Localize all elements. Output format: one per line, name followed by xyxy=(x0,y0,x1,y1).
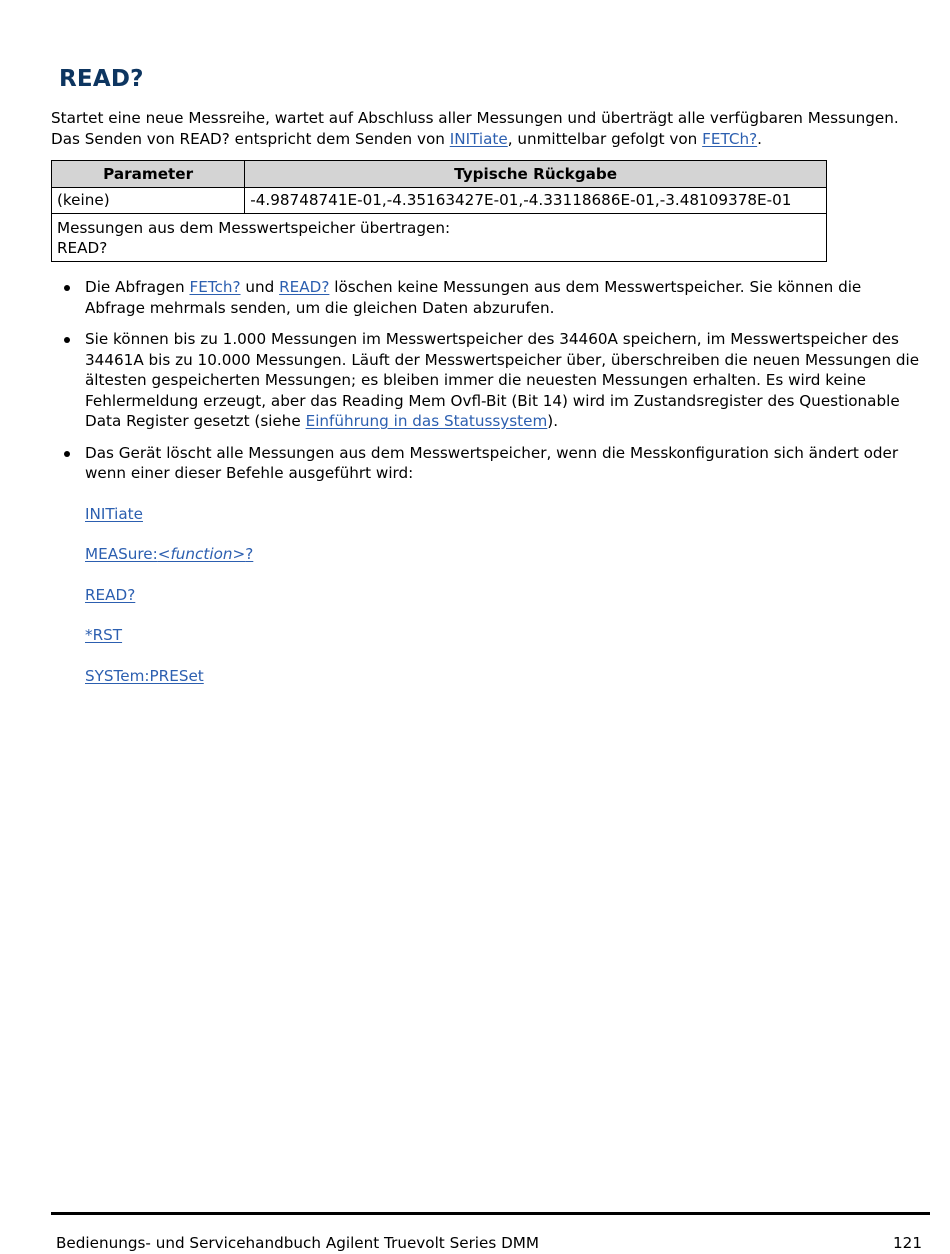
table-cell-parameter: (keine) xyxy=(52,188,245,214)
notes-list xyxy=(51,277,921,706)
command-item xyxy=(85,504,921,525)
column-header-return: Typische Rückgabe xyxy=(245,161,827,188)
command-link-read[interactable]: READ? xyxy=(85,585,136,604)
read-query-link[interactable]: READ? xyxy=(279,278,330,296)
column-header-parameter: Parameter xyxy=(52,161,245,188)
command-item xyxy=(85,666,921,687)
bullet-icon xyxy=(64,451,70,457)
command-list xyxy=(85,504,921,687)
table-row xyxy=(52,188,827,214)
command-item xyxy=(85,625,921,646)
table-cell-return: -4.98748741E-01,-4.35163427E-01,-4.33118686E-01,-3.48109378E-01 xyxy=(245,188,827,214)
fetch-link[interactable]: FETCh? xyxy=(702,129,758,148)
list-item xyxy=(51,277,921,318)
command-measure-prefix: MEASure: xyxy=(85,545,158,563)
initiate-link[interactable]: INITiate xyxy=(449,129,508,148)
intro-text: Startet eine neue Messreihe, wartet auf Abschluss aller Messungen und überträgt alle verfügbaren Messungen. Das Senden von READ? entspricht dem Senden von xyxy=(51,109,899,148)
bullet-text: Die Abfragen xyxy=(85,278,190,296)
bullet-text: löschen keine Messungen aus dem Messwertspeicher. Sie können die Abfrage mehrmals senden, um die gleichen Daten abzurufen. xyxy=(85,278,862,317)
table-note-line: Messungen aus dem Messwertspeicher übertragen: xyxy=(57,219,451,237)
bullet-text: Das Gerät löscht alle Messungen aus dem Messwertspeicher, wenn die Messkonfiguration sich ändert oder wenn einer dieser Befehle ausgeführt wird: xyxy=(85,443,899,482)
table-note-cell xyxy=(52,214,827,262)
status-system-link[interactable]: Einführung in das Statussystem xyxy=(305,412,548,430)
intro-text: , unmittelbar gefolgt von xyxy=(507,129,703,148)
footer-title: Bedienungs- und Servicehandbuch Agilent Truevolt Series DMM xyxy=(56,1234,540,1252)
bullet-text: und xyxy=(240,278,280,296)
list-item xyxy=(51,443,921,687)
command-item xyxy=(85,544,921,565)
intro-paragraph xyxy=(51,108,926,149)
bullet-text: Sie können bis zu 1.000 Messungen im Messwertspeicher des 34460A speichern, im Messwertspeicher des 34461A bis zu 10.000 Messungen. Läuft der Messwertspeicher über, überschreiben die neuen Messungen die ältesten gespeicherten Messungen; es bleiben immer die neuesten Messungen erhalten. Es wird keine Fehlermeldung erzeugt, aber das Reading Mem Ovfl-Bit (Bit 14) wird im Zustandsregister des Questionable Data Register gesetzt (siehe xyxy=(85,330,920,430)
bullet-icon xyxy=(64,285,70,291)
page-number: 121 xyxy=(893,1234,922,1252)
table-note-code: READ? xyxy=(57,239,108,257)
bullet-text: ). xyxy=(547,412,559,430)
fetch-query-link[interactable]: FETch? xyxy=(189,278,241,296)
command-link-initiate[interactable]: INITiate xyxy=(85,504,143,523)
parameter-table xyxy=(51,160,827,262)
command-link-system-preset[interactable]: SYSTem:PRESet xyxy=(85,666,204,685)
command-item xyxy=(85,585,921,606)
list-item xyxy=(51,329,921,432)
table-header-row xyxy=(52,161,827,188)
command-measure-param: <function> xyxy=(157,545,246,563)
command-link-measure[interactable] xyxy=(85,545,253,563)
bullet-icon xyxy=(64,337,70,343)
command-measure-suffix: ? xyxy=(245,545,254,563)
table-note-row xyxy=(52,214,827,262)
footer-divider xyxy=(51,1212,930,1215)
page-title: READ? xyxy=(59,66,144,92)
intro-text: . xyxy=(757,129,762,148)
command-link-rst[interactable]: *RST xyxy=(85,626,123,644)
